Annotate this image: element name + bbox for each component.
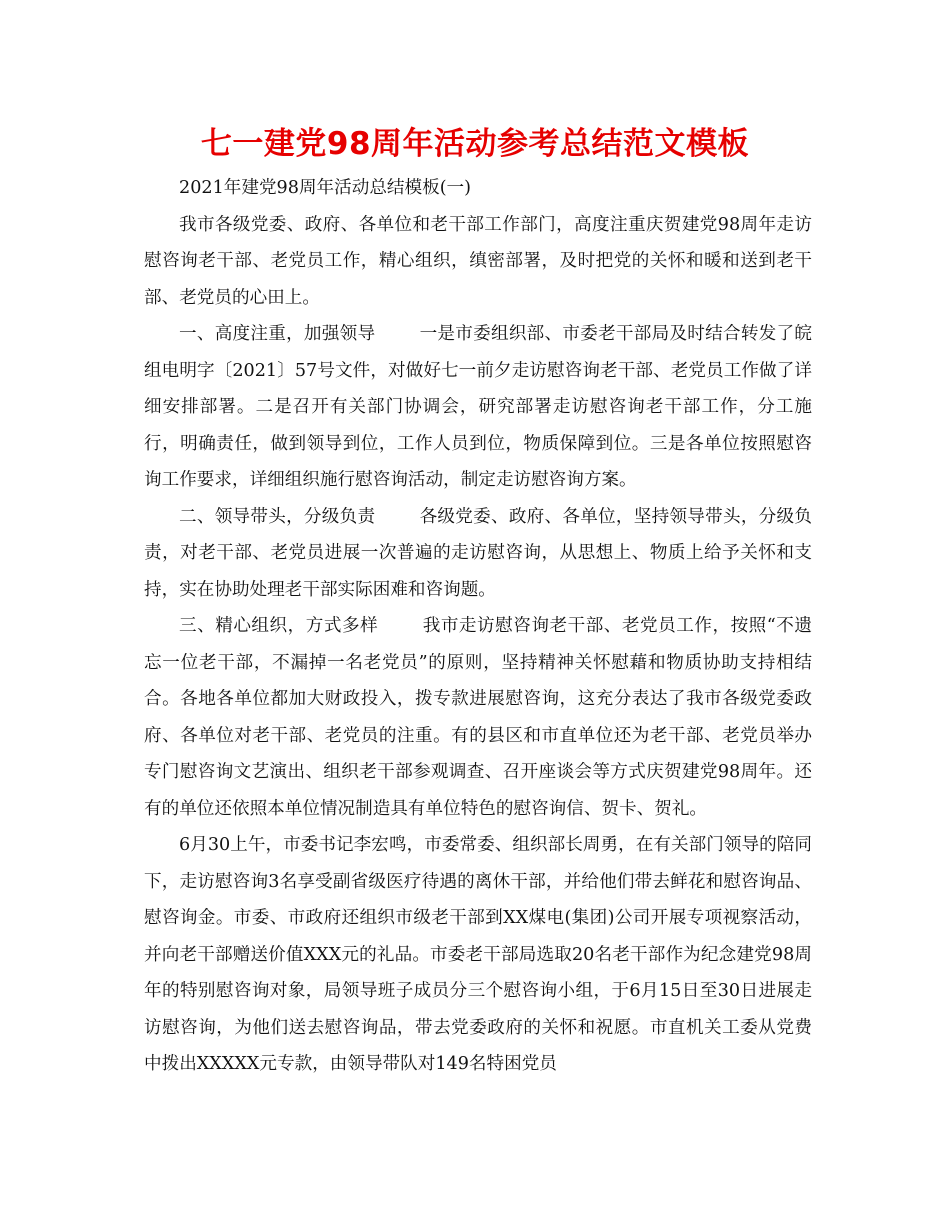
paragraph-2-heading: 一、高度注重，加强领导 [179,324,376,344]
paragraph-1 [144,207,812,317]
paragraph-5-text: 6月30上午，市委书记李宏鸣，市委常委、组织部长周勇，在有关部门领导的陪同下，走访慰咨询3名享受副省级医疗待遇的离休干部，并给他们带去鲜花和慰咨询品、慰咨询金。市委、市政府还组织市级老干部到XX煤电(集团)公司开展专项视察活动，并向老干部赠送价值XXX元的礼品。市委老干部局选取20名老干部作为纪念建党98周年的特别慰咨询对象，局领导班子成员分三个慰咨询小组，于6月15日至30日进展走访慰咨询，为他们送去慰咨询品，带去党委政府的关怀和祝愿。市直机关工委从党费中拨出XXXXX元专款，由领导带队对149名特困党员 [144,835,812,1074]
paragraph-5 [144,827,812,1083]
paragraph-3-heading: 二、领导带头，分级负责 [179,506,376,527]
paragraph-3-text: 各级党委、政府、各单位，坚持领导带头，分级负责，对老干部、老党员进展一次普遍的走访慰咨询，从思想上、物质上给予关怀和支持，实在协助处理老干部实际困难和咨询题。 [144,506,812,600]
document-body [144,170,812,1083]
paragraph-4 [144,608,812,827]
paragraph-1-text: 我市各级党委、政府、各单位和老干部工作部门，高度注重庆贺建党98周年走访慰咨询老干部、老党员工作，精心组织，缜密部署，及时把党的关怀和暖和送到老干部、老党员的心田上。 [144,214,812,308]
paragraph-4-heading: 三、精心组织，方式多样 [179,616,379,636]
document-title: 七一建党98周年活动参考总结范文模板 [200,126,750,162]
paragraph-3 [144,499,812,609]
document-subtitle: 2021年建党98周年活动总结模板(一) [179,178,472,198]
paragraph-2-text: 一是市委组织部、市委老干部局及时结合转发了皖组电明字〔2021〕57号文件，对做好七一前夕走访慰咨询老干部、老党员工作做了详细安排部署。二是召开有关部门协调会，研究部署走访慰咨询老干部工作，分工施行，明确责任，做到领导到位，工作人员到位，物质保障到位。三是各单位按照慰咨询工作要求，详细组织施行慰咨询活动，制定走访慰咨询方案。 [144,324,812,490]
paragraph-2 [144,316,812,499]
paragraph-4-text: 我市走访慰咨询老干部、老党员工作，按照“不遗忘一位老干部，不漏掉一名老党员”的原则，坚持精神关怀慰藉和物质协助支持相结合。各地各单位都加大财政投入，拨专款进展慰咨询，这充分表达了我市各级党委政府、各单位对老干部、老党员的注重。有的县区和市直单位还为老干部、老党员举办专门慰咨询文艺演出、组织老干部参观调查、召开座谈会等方式庆贺建党98周年。还有的单位还依照本单位情况制造具有单位特色的慰咨询信、贺卡、贺礼。 [144,616,812,819]
